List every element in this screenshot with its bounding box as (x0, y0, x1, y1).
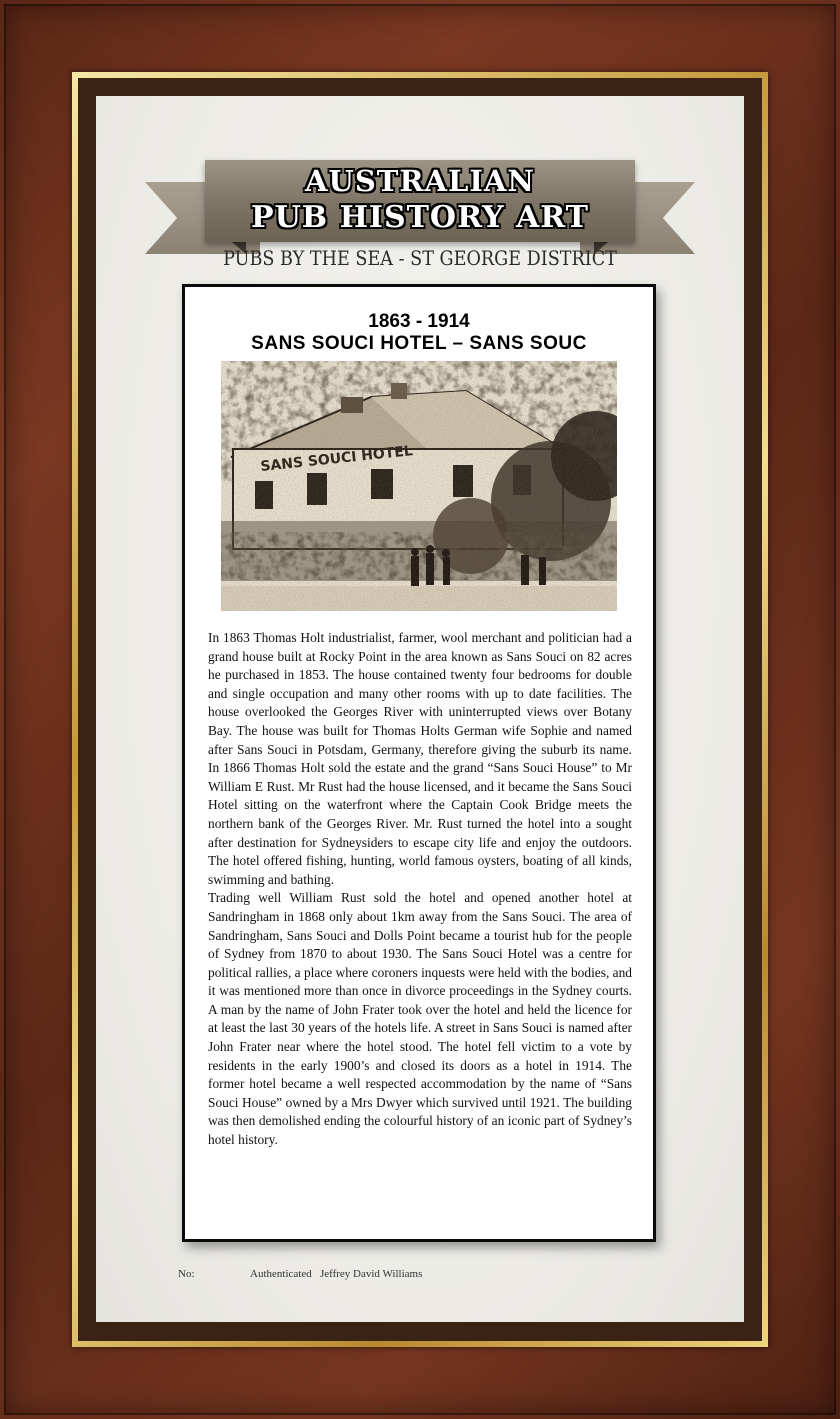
banner-title-line1: AUSTRALIAN (305, 164, 535, 198)
panel-years: 1863 - 1914 (368, 311, 470, 332)
panel-hotel-name: SANS SOUCI HOTEL – SANS SOUC (251, 333, 587, 354)
history-paragraph-1: In 1863 Thomas Holt industrialist, farmer, wool merchant and politician had a grand house built at Rocky Point in the area known as Sans Souci on 82 acres he purchased in 1853. The house contained twenty four bedrooms for double and single occupation and many other rooms with up to date facilities. The house overlooked the Georges River with uninterrupted views over Botany Bay. The house was built for Thomas Holts German wife Sophie and named after Sans Souci in Potsdam, Germany, therefore giving the suburb its name. In 1866 Thomas Holt sold the estate and the grand “Sans Souci House” to Mr William E Rust. Mr Rust had the house licensed, and it became the Sans Souci Hotel sitting on the waterfront where the Captain Cook Bridge meets the northern bank of the Georges River. Mr. Rust turned the hotel into a sought after destination for Sydneysiders to escape city life and enjoy the outdoors. The hotel offered fishing, hunting, world famous oysters, boating of all kinds, swimming and bathing. (208, 630, 632, 887)
certificate-number-label: No: (178, 1268, 195, 1280)
banner-title-line2: PUB HISTORY ART (251, 200, 589, 235)
authentication-line: Authenticated Jeffrey David Williams (250, 1268, 423, 1280)
history-panel (182, 284, 656, 1242)
banner-subtitle: PUBS BY THE SEA - ST GEORGE DISTRICT (223, 246, 617, 270)
history-paragraph-2: Trading well William Rust sold the hotel and opened another hotel at Sandringham in 1868 only about 1km away from the Sans Souci. The area of Sandringham, Sans Souci and Dolls Point became a tourist hub for the people of Sydney from 1870 to about 1930. The Sans Souci Hotel was a centre for political rallies, a place where coroners inquests were held with the bodies, and it was mentioned more than once in divorce proceedings in the Sydney courts. A man by the name of John Frater took over the hotel and held the licence for at least the last 30 years of the hotels life. A street in Sans Souci is named after John Frater near where the hotel stood. The hotel fell victim to a vote by residents in the early 1900’s and closed its doors as a hotel in 1914. The former hotel became a well respected accommodation by the name of “Sans Souci House” owned by a Mrs Dwyer which survived until 1921. The building was then demolished ending the colourful history of an iconic part of Sydney’s hotel history. (208, 890, 632, 1148)
hotel-photo (221, 361, 617, 611)
history-text (208, 629, 632, 1150)
